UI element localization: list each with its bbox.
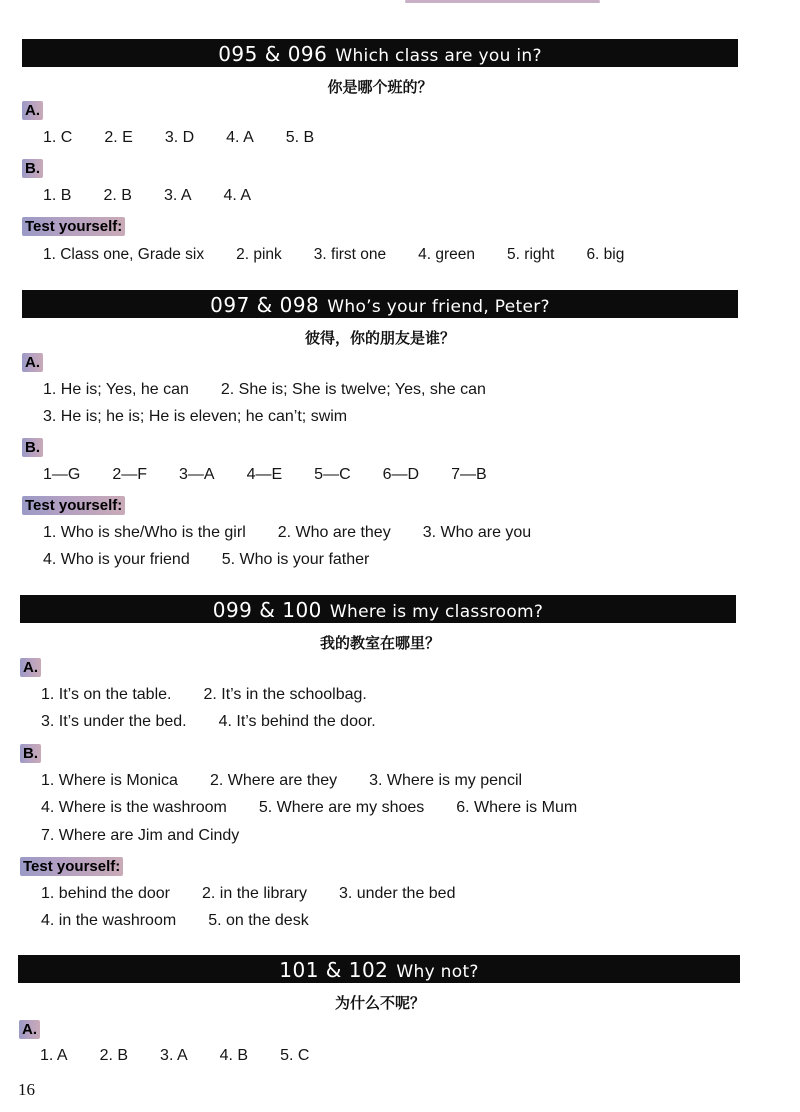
answer-item: 5. B: [285, 129, 315, 146]
part-label-a: A.: [20, 658, 41, 677]
answer-row: [43, 524, 531, 542]
answer-item: 2. in the library: [202, 885, 307, 902]
answer-item: 5. on the desk: [208, 912, 309, 929]
answer-item: 7. Where are Jim and Cindy: [41, 827, 240, 844]
answer-row: [43, 246, 624, 264]
answer-item: 2. B: [99, 1047, 129, 1064]
answer-row: [41, 772, 522, 790]
answer-row: [40, 1047, 309, 1065]
section-header-101-102: [18, 955, 740, 983]
answer-row: [43, 551, 369, 569]
answer-item: 3. A: [163, 187, 192, 204]
answer-item: 1. A: [40, 1047, 68, 1064]
answer-item: 4. in the washroom: [41, 912, 177, 929]
answer-row: [41, 912, 309, 930]
answer-item: 4. A: [226, 129, 254, 146]
section-header-095-096: [22, 39, 738, 67]
answer-item: 1. Class one, Grade six: [43, 246, 205, 263]
section-chinese-title: 彼得，你的朋友是谁？: [304, 329, 455, 347]
section-header-097-098: [22, 290, 738, 318]
top-decorative-line: [405, 0, 600, 3]
answer-row: [41, 713, 376, 731]
part-label-b: B.: [22, 159, 43, 178]
answer-item: 2. pink: [236, 246, 282, 263]
answer-row: [41, 885, 455, 903]
answer-item: 1. Who is she/Who is the girl: [43, 524, 246, 541]
answer-item: 1. He is; Yes, he can: [43, 381, 189, 398]
part-label-test-yourself: Test yourself:: [22, 217, 125, 236]
answer-item: 2. E: [104, 129, 133, 146]
answer-item: 5. Where are my shoes: [258, 799, 425, 816]
part-label-test-yourself: Test yourself:: [22, 496, 125, 515]
answer-item: 1. C: [43, 129, 73, 146]
answer-item: 4. It’s behind the door.: [218, 713, 376, 730]
section-number: 095 & 096: [218, 42, 328, 66]
answer-item: 3. D: [164, 129, 195, 146]
answer-item: 1. Where is Monica: [41, 772, 178, 789]
answer-item: 3. first one: [313, 246, 387, 263]
part-label-test-yourself: Test yourself:: [20, 857, 123, 876]
answer-item: 2. B: [103, 187, 132, 204]
section-english-title: Why not?: [396, 962, 479, 982]
part-label-a: A.: [19, 1020, 40, 1039]
answer-item: 3. Who are you: [422, 524, 532, 541]
answer-item: 1—G: [43, 466, 81, 483]
section-chinese-title: 你是哪个班的？: [327, 78, 433, 96]
answer-row: [43, 466, 487, 484]
answer-item: 2—F: [112, 466, 148, 483]
answer-item: 2. It’s in the schoolbag.: [203, 686, 367, 703]
answer-item: 6—D: [382, 466, 420, 483]
answer-item: 6. Where is Mum: [456, 799, 578, 816]
section-number: 097 & 098: [210, 293, 320, 317]
answer-row: [41, 686, 367, 704]
answer-row: [43, 408, 347, 426]
answer-item: 4. Who is your friend: [43, 551, 190, 568]
section-header-099-100: [20, 595, 736, 623]
answer-item: 5. right: [507, 246, 555, 263]
section-chinese-title: 为什么不呢？: [334, 994, 425, 1012]
answer-item: 4. green: [418, 246, 476, 263]
answer-item: 7—B: [451, 466, 487, 483]
answer-item: 4—E: [246, 466, 283, 483]
page-number: 16: [18, 1080, 35, 1099]
answer-item: 3. Where is my pencil: [369, 772, 523, 789]
answer-item: 5. Who is your father: [221, 551, 370, 568]
answer-item: 4. A: [223, 187, 252, 204]
answer-item: 3—A: [179, 466, 215, 483]
answer-item: 4. B: [219, 1047, 249, 1064]
answer-item: 3. A: [160, 1047, 188, 1064]
section-english-title: Who’s your friend, Peter?: [327, 297, 550, 317]
answer-item: 4. Where is the washroom: [41, 799, 227, 816]
part-label-a: A.: [22, 101, 43, 120]
answer-item: 2. She is; She is twelve; Yes, she can: [220, 381, 486, 398]
answer-item: 1. It’s on the table.: [41, 686, 172, 703]
answer-item: 1. behind the door: [41, 885, 170, 902]
section-number: 099 & 100: [212, 598, 322, 622]
answer-row: [43, 187, 251, 205]
answer-item: 6. big: [586, 246, 625, 263]
answer-item: 3. under the bed: [338, 885, 456, 902]
part-label-b: B.: [20, 744, 41, 763]
answer-row: [43, 129, 314, 147]
part-label-b: B.: [22, 438, 43, 457]
section-english-title: Where is my classroom?: [329, 602, 544, 622]
section-chinese-title: 我的教室在哪里？: [319, 634, 440, 652]
answer-item: 1. B: [43, 187, 72, 204]
answer-row: [41, 799, 577, 817]
answer-item: 2. Who are they: [277, 524, 391, 541]
answer-item: 3. It’s under the bed.: [41, 713, 187, 730]
answer-item: 5. C: [280, 1047, 310, 1064]
answer-item: 3. He is; he is; He is eleven; he can’t; swim: [43, 408, 348, 425]
section-number: 101 & 102: [279, 958, 389, 982]
section-english-title: Which class are you in?: [335, 46, 542, 66]
part-label-a: A.: [22, 353, 43, 372]
answer-row: [43, 381, 486, 399]
answer-item: 2. Where are they: [209, 772, 338, 789]
answer-row: [41, 827, 239, 845]
answer-item: 5—C: [314, 466, 351, 483]
